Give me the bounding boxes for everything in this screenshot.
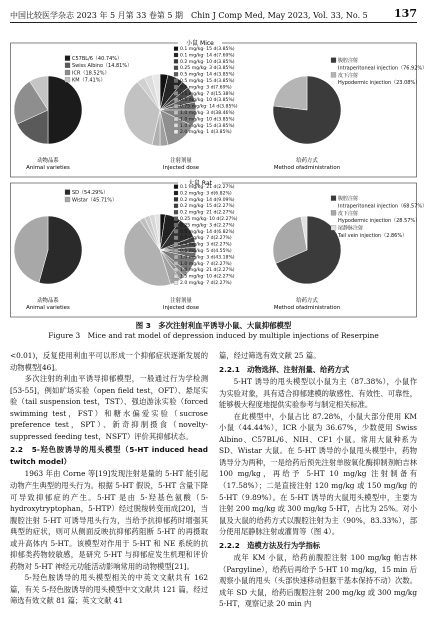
running-header — [10, 6, 417, 23]
body-column-right — [219, 350, 417, 610]
legend-swatch — [65, 70, 70, 75]
legend-swatch — [174, 72, 178, 76]
legend-swatch — [174, 274, 178, 278]
legend-swatch — [174, 111, 178, 115]
legend-label: Hypodermic injection（23.08%） — [338, 80, 421, 87]
rat-dose-label-en: Injected dose — [162, 305, 200, 311]
legend-swatch — [331, 225, 336, 230]
legend-label: 0.2 mg/kg· 21 d(2.27%) — [180, 210, 235, 216]
caption-cn: 图 3 多次注射利血平诱导小鼠、大鼠抑郁模型 — [135, 321, 292, 330]
legend-label: 1.5 mg/kg· 10 d(2.27%) — [180, 274, 235, 280]
figure-svg — [10, 38, 427, 318]
paragraph: 5-HT 诱导的甩头模型以小鼠为主（87.38%），小鼠作为实验对象，具有适合抑郁建模的敏感性、有效性、可靠性，能够极大程度地提供实验参考与制定相关标准。 — [219, 377, 417, 410]
legend-swatch — [174, 85, 178, 89]
legend-label: 1.0 mg/kg· 21 d(2.27%) — [180, 268, 235, 274]
legend-label: Intraperitoneal injection（76.92%） — [338, 65, 427, 72]
legend-label: ICR（18.52%） — [72, 70, 110, 77]
legend-swatch — [65, 197, 70, 202]
rat-dose-label-cn: 注射剂量 — [170, 298, 192, 304]
legend-label: Wistar（45.71%） — [72, 197, 117, 204]
page-number: 137 — [394, 7, 417, 20]
legend-label: C57BL/6（40.74%） — [72, 56, 123, 62]
legend-swatch — [174, 204, 178, 208]
legend-label: 尾静脉注射 — [338, 225, 364, 232]
legend-label: 0.2 mg/kg· 14 d(9.09%) — [180, 197, 235, 203]
mice-animals-label-en: Animal varieties — [26, 165, 70, 171]
legend-swatch — [331, 58, 336, 63]
rat-animals-label-cn: 动物品系 — [37, 298, 59, 304]
legend-label: 皮下注射 — [338, 210, 359, 217]
legend-label: 1.0 mg/kg· 15 d(3.85%) — [180, 123, 235, 129]
legend-swatch — [65, 63, 70, 68]
legend-swatch — [65, 56, 70, 61]
mice-method-label-en: Method ofadministration — [273, 165, 341, 171]
legend-swatch — [331, 196, 336, 201]
legend-label: 0.2 mg/kg· 15 d(2.27%) — [180, 204, 235, 210]
legend-label: 0.1 mg/kg· 21 d(2.27%) — [180, 185, 235, 190]
mice-dose-label-cn: 注射剂量 — [170, 158, 192, 164]
legend-label: 0.5 mg/kg· 14 d(6.82%) — [180, 229, 235, 235]
rat-method-label-en: Method ofadministration — [273, 305, 341, 311]
legend-label: 1.0 mg/kg· 3 d(43.18%) — [180, 255, 235, 261]
legend-label: 0.5 mg/kg· 3 d(7.69%) — [180, 85, 232, 91]
legend-swatch — [174, 242, 178, 246]
legend-swatch — [174, 104, 178, 108]
legend-label: 1.0 mg/kg· 7 d(2.27%) — [180, 261, 232, 267]
legend-swatch — [174, 191, 178, 195]
legend-swatch — [174, 123, 178, 127]
paragraph: <0.01)，反复使用利血平可以形成一个抑郁症状逐渐发展的动物模型[46]。 — [10, 351, 208, 372]
legend-label: 0.1 mg/kg· 14 d(7.69%) — [180, 53, 235, 59]
legend-label: 0.5 mg/kg· 15 d(3.85%) — [180, 79, 235, 84]
legend-label: 腹腔注射 — [338, 58, 359, 64]
legend-label: 0.2 mg/kg· 10 d(3.85%) — [180, 59, 235, 65]
subsection-heading: 2.2.1 动物选择、注射剂量、给药方式 — [219, 364, 350, 374]
legend-label: 0.5 mg/kg· 5 d(4.55%) — [180, 249, 232, 254]
legend-label: Hypodermic injection（28.57%） — [338, 218, 421, 225]
legend-label: 0.5 mg/kg· 7 d(15.38%) — [180, 91, 235, 97]
figure-caption — [10, 321, 417, 341]
rat-panel-title: 大鼠 Rat — [188, 180, 212, 187]
legend-swatch — [174, 185, 178, 189]
legend-swatch — [174, 79, 178, 83]
legend-label: 0.5 mg/kg· 7 d(2.27%) — [180, 236, 232, 242]
legend-swatch — [174, 249, 178, 253]
legend-label: 0.5 mg/kg· 3 d(2.27%) — [180, 242, 232, 248]
paragraph: 5-羟色胺诱导的甩头模型相关的中英文文献共有 162 篇，有关 5-羟色胺诱导的甩头模型中文文献共 121 篇，经过筛选有效文献 81 篇；英文文献 41 — [10, 573, 208, 606]
legend-label: Swiss Albino（14.81%） — [72, 63, 133, 70]
rat-animals-label-en: Animal varieties — [26, 305, 70, 311]
legend-swatch — [174, 223, 178, 227]
legend-label: 0.1 mg/kg· 15 d(3.85%) — [180, 47, 235, 52]
rat-method-label-cn: 给药方式 — [296, 298, 318, 304]
subsection-heading: 2.2.2 造模方法及行为学指标 — [219, 540, 321, 550]
legend-swatch — [174, 117, 178, 121]
legend-swatch — [174, 236, 178, 240]
legend-swatch — [174, 66, 178, 70]
legend-swatch — [174, 53, 178, 57]
legend-swatch — [174, 197, 178, 201]
legend-swatch — [174, 281, 178, 285]
legend-label: SD（54.29%） — [72, 190, 109, 196]
body-column-left — [10, 350, 208, 607]
legend-swatch — [65, 190, 70, 195]
legend-swatch — [174, 47, 178, 51]
legend-label: 0.5 mg/kg· 14 d(3.85%) — [180, 72, 235, 78]
legend-swatch — [331, 72, 336, 77]
mice-animals-label-cn: 动物品系 — [37, 158, 59, 164]
caption-en: Figure 3 Mice and rat model of depression induced by multiple injections of Reserpine — [48, 331, 379, 340]
mice-method-label-cn: 给药方式 — [296, 158, 318, 164]
legend-swatch — [174, 268, 178, 272]
legend-label: 0.25 mg/kg· 3 d(2.27%) — [180, 223, 235, 229]
legend-label: 腹腔注射 — [338, 196, 359, 202]
paragraph: 成年 KM 小鼠，给药前腹腔注射 100 mg/kg 帕吉林（Pargyline），给药后再给予 5-HT 10 mg/kg，15 min 后观察小鼠的甩头（头部快速移动但躯干基本保持不动）次数。成年 SD 大鼠，给药后腹腔注射 200 mg/kg 或 300 mg/kg 5-HT，观察记录 20 min 内 — [219, 553, 417, 609]
pie-slice — [48, 76, 82, 144]
mice-dose-label-en: Injected dose — [162, 165, 200, 171]
legend-swatch — [331, 210, 336, 215]
legend-swatch — [174, 98, 178, 102]
charts-group — [14, 46, 427, 286]
figure-3 — [10, 38, 427, 318]
legend-label: 2.0 mg/kg· 1 d(3.85%) — [180, 130, 232, 136]
mice-panel-title: 小鼠 Mice — [186, 40, 214, 47]
legend-label: 0.75 mg/kg· 14 d(3.85%) — [180, 104, 238, 110]
paragraph: 篇，经过筛选有效文献 25 篇。 — [219, 351, 321, 360]
paragraph: 1963 年由 Corne 等[19]发现注射是量的 5-HT 能引起动物产生典型的甩头行为。根据 5-HT 假说，5-HT 含量下降可导致抑郁症的产生。5-HT 是由 5-羟基色氨酸（5-hydroxytryptophan，5-HTP）经过脱羧转变而成[20]，当腹腔注射 5-HT 可诱导甩头行为，当给予抗抑郁药时增强其典型的症状，则可从侧面反映抗抑郁药阻断 5-HT 的再摄取或升高体内 5-HT。该模型对作用于 5-HT 和 NE 系统的抗抑郁类药物较敏感，是研究 5-HT 与抑郁症发生机理和评价药物对 5-HT 神经元功能活动影响常用的动物模型[21]。 — [10, 469, 208, 571]
journal-info: 中国比较医学杂志 2023 年 5 月第 33 卷第 5 期 Chin J Comp Med, May 2023, Vol. 33, No. 5 — [10, 11, 368, 20]
section-heading: 2.2 5-羟色胺诱导的甩头模型（5-HT induced head twitch model） — [10, 445, 208, 466]
legend-swatch — [174, 210, 178, 214]
legend-label: 皮下注射 — [338, 72, 359, 79]
legend-label: Tail vein injection（2.86%） — [338, 233, 408, 239]
legend-swatch — [174, 91, 178, 95]
legend-swatch — [65, 77, 70, 82]
legend-swatch — [174, 255, 178, 259]
legend-label: KM（7.41%） — [72, 77, 106, 84]
legend-label: 0.25 mg/kg· 10 d(2.27%) — [180, 217, 238, 222]
legend-label: 0.5 mg/kg· 10 d(3.85%) — [180, 98, 235, 104]
legend-swatch — [174, 59, 178, 63]
legend-swatch — [174, 217, 178, 221]
paragraph: 在此模型中，小鼠占比 87.28%，小鼠大部分使用 KM 小鼠（44.44%），ICR 小鼠为 36.67%，少数使用 Swiss Albino、C57BL/6、NIH、CF1 小鼠。常用大鼠种系为 SD、Wistar 大鼠。在 5-HT 诱导的小鼠甩头模型中，药物诱导分为两种，一是给药后预先注射单胺氧化酶抑制剂帕吉林 100 mg/kg，再给予 5-HT 10 mg/kg 注射制备有（17.58%）；二是直接注射 120 mg/kg 或 150 mg/kg 的 5-HT（9.89%）。在 5-HT 诱导的大鼠甩头模型中，主要为注射 200 mg/kg 或 300 mg/kg 5-HT，占比为 25%。对小鼠及大鼠的给药方式以腹腔注射为主（90%，83.33%），部分使用尾静脉注射或灌胃等（图 4）。 — [219, 411, 417, 537]
legend-label: 0.25 mg/kg· 3 d(3.85%) — [180, 66, 235, 72]
legend-label: 2.0 mg/kg· 7 d(2.27%) — [180, 281, 232, 286]
legend-swatch — [174, 261, 178, 265]
legend-swatch — [174, 130, 178, 134]
legend-swatch — [174, 229, 178, 233]
legend-label: 0.2 mg/kg· 3 d(6.82%) — [180, 191, 232, 197]
legend-label: 1.0 mg/kg· 10 d(3.85%) — [180, 117, 235, 123]
legend-label: 1.0 mg/kg· 3 d(38.46%) — [180, 111, 235, 116]
paragraph: 多次注射的利血平诱导抑郁模型，一般通过行为学检测[53-55]，例如旷场实验（open field test，OFT）、悬尾实验（tail suspension test，TST）、强迫游泳实验（forced swimming test，FST）和糖水偏爱实验（sucrose preference test，SPT）、新奇抑制摄食（novelty-suppressed feeding test，NSFT）评价其抑郁状态。 — [10, 374, 208, 441]
legend-label: Intraperitoneal injection（68.57%） — [338, 203, 427, 210]
pie-slice — [273, 76, 307, 110]
